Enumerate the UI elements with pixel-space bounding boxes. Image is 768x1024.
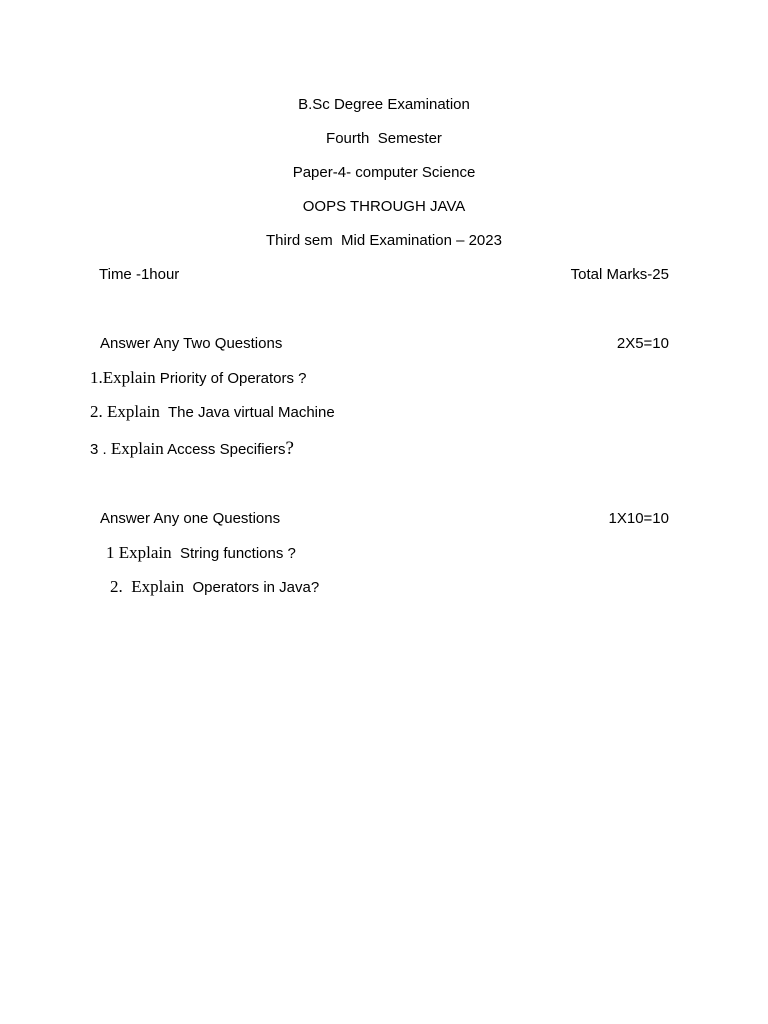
paper-title: Paper-4- computer Science — [292, 164, 476, 181]
semester-title: Fourth Semester — [326, 130, 442, 147]
question-b1 — [106, 544, 296, 563]
question-text: Operators in Java? — [184, 579, 320, 596]
question-prefix: 1 Explain — [106, 543, 172, 562]
section-a-marks: 2X5=10 — [616, 335, 669, 352]
question-text: String functions ? — [171, 545, 296, 562]
question-number: 3 . — [90, 441, 111, 458]
question-a1 — [90, 369, 307, 388]
section-b-instruction: Answer Any one Questions — [100, 510, 281, 527]
subject-title: OOPS THROUGH JAVA — [302, 198, 466, 215]
question-prefix: 2. Explain — [110, 577, 185, 596]
question-prefix: 2. Explain — [90, 402, 160, 421]
question-a3 — [90, 440, 294, 459]
question-prefix: Explain — [110, 439, 164, 458]
section-b-marks: 1X10=10 — [608, 510, 669, 527]
question-a2 — [90, 403, 335, 422]
exam-title: Third sem Mid Examination – 2023 — [266, 232, 502, 249]
question-text: The Java virtual Machine — [159, 404, 335, 421]
question-suffix: ? — [285, 438, 294, 459]
question-text: Priority of Operators ? — [155, 370, 307, 387]
total-marks-label: Total Marks-25 — [570, 266, 669, 283]
question-text: Access Specifiers — [163, 441, 286, 458]
section-a-instruction: Answer Any Two Questions — [100, 335, 283, 352]
question-b2 — [110, 578, 319, 597]
degree-title: B.Sc Degree Examination — [298, 96, 470, 113]
question-prefix: 1.Explain — [90, 368, 156, 387]
time-label: Time -1hour — [99, 266, 180, 283]
